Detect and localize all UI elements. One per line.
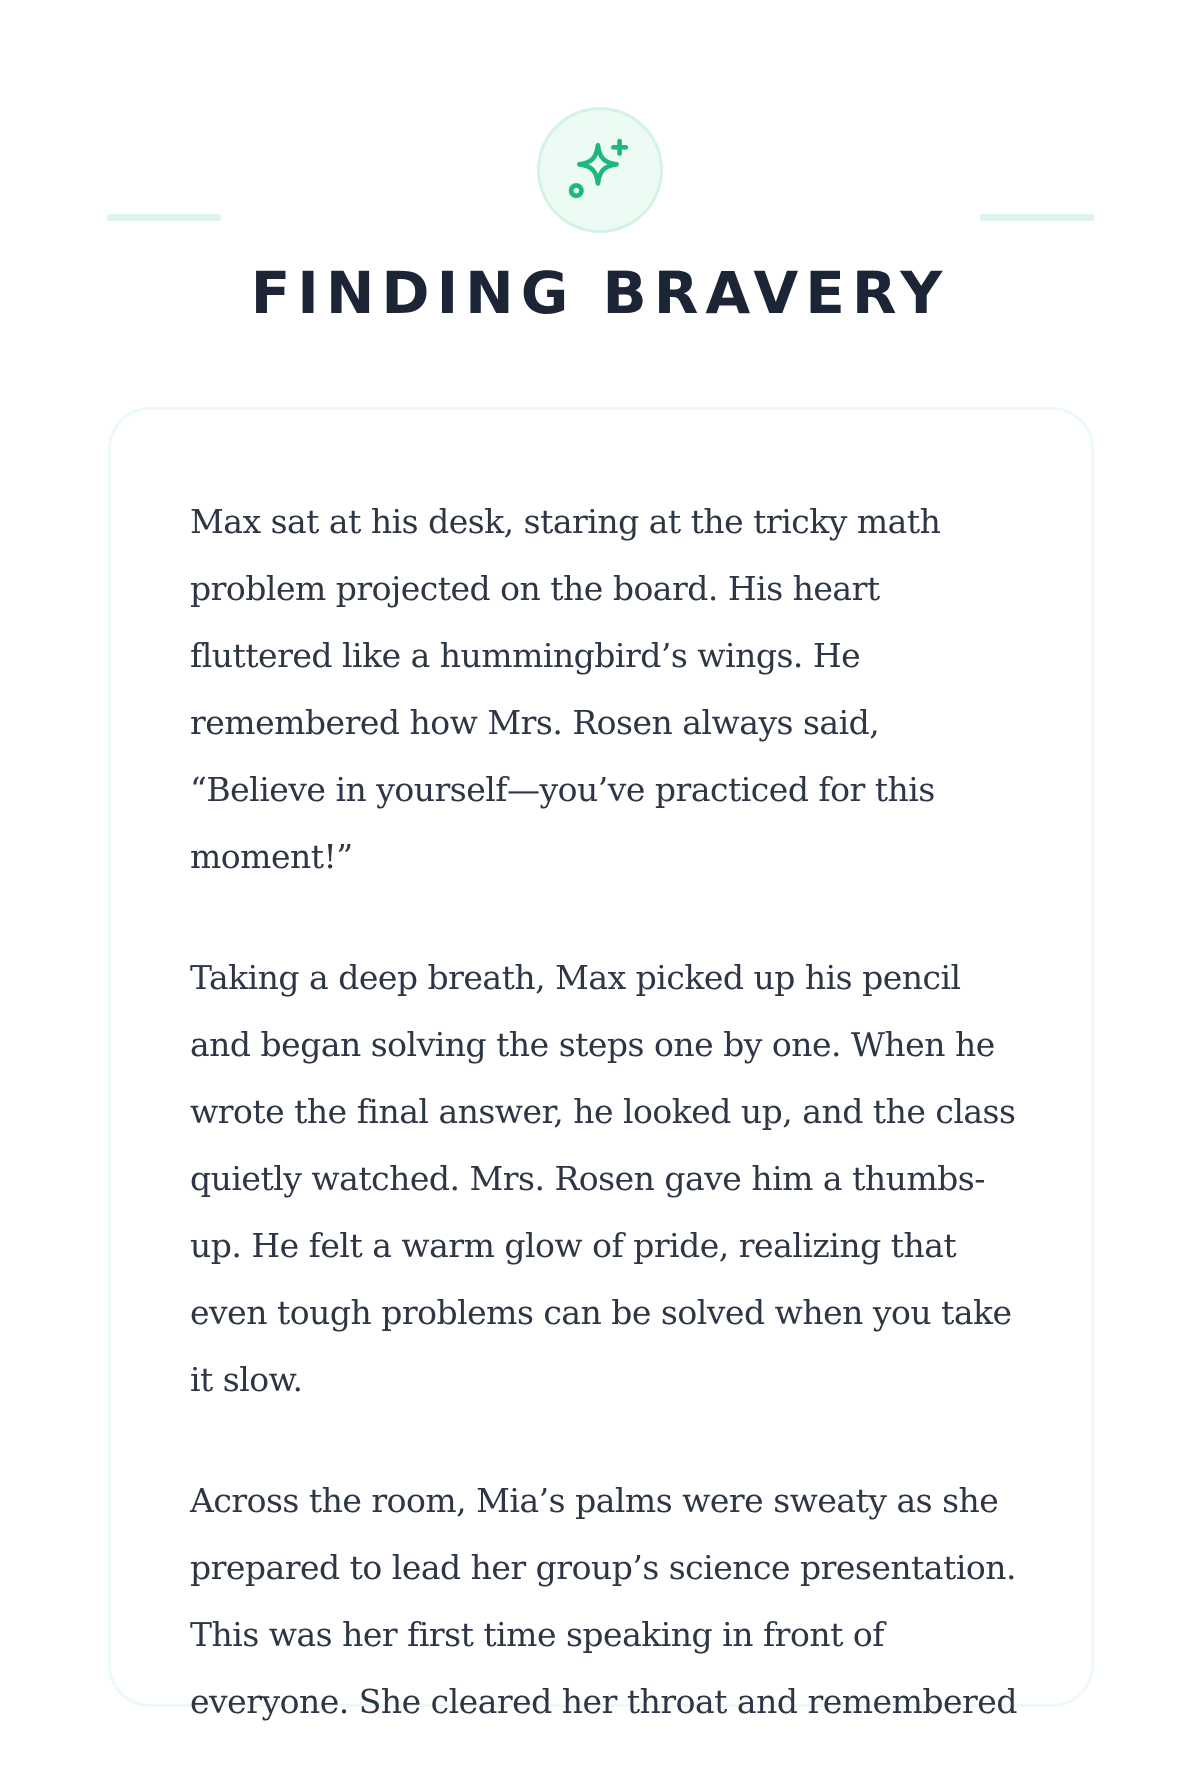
- sparkles-icon: [567, 137, 633, 203]
- page-title: FINDING BRAVERY: [250, 259, 950, 327]
- story-paragraph: Taking a deep breath, Max picked up his pencil and began solving the steps one by one. When he wrote the final answer, he looked up, and the class quietly watched. Mrs. Rosen gave him a thumbs-up. He felt a warm glow of pride, realizing that even tough problems can be solved when you take it slow.: [190, 958, 1016, 1399]
- story-body: [190, 488, 1020, 1789]
- title-divider-left: [107, 214, 221, 221]
- story-paragraph: Max sat at his desk, staring at the tricky math problem projected on the board. His heart fluttered like a hummingbird’s wings. He remembered how Mrs. Rosen always said, “Believe in yourself—you’ve practiced for this moment!”: [190, 502, 941, 876]
- sparkles-icon-badge: [537, 107, 663, 233]
- title-divider-right: [980, 214, 1094, 221]
- story-paragraph: Across the room, Mia’s palms were sweaty as she prepared to lead her group’s science presentation. This was her first time speaking in front of everyone. She cleared her throat and remembered: [190, 1481, 1017, 1721]
